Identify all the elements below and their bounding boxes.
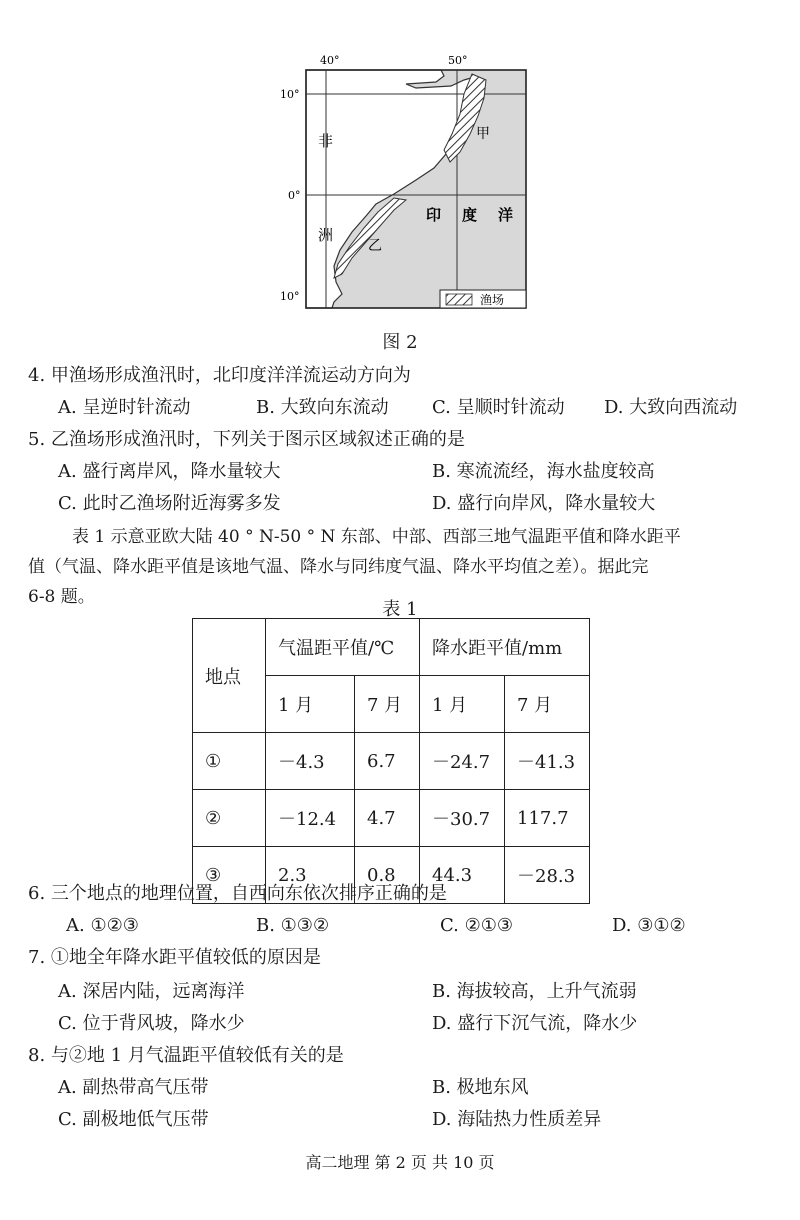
legend-label: 渔场: [480, 293, 505, 307]
q4-option-d: D. 大致向西流动: [604, 397, 738, 418]
q6-option-d: D. ③①②: [612, 915, 686, 936]
row-temp-jan: 2.3: [266, 847, 355, 904]
q8-option-b: B. 极地东风: [432, 1077, 529, 1098]
q5-option-a: A. 盛行离岸风，降水量较大: [58, 461, 281, 482]
row-prec-jan: 44.3: [420, 847, 505, 904]
header-prec-jan: 1 月: [420, 676, 505, 733]
row-temp-jul: 6.7: [355, 733, 420, 790]
q7-option-b: B. 海拔较高，上升气流弱: [432, 981, 637, 1002]
row-site: ①: [193, 733, 266, 790]
q8-option-d: D. 海陆热力性质差异: [432, 1109, 602, 1130]
header-temp-jan: 1 月: [266, 676, 355, 733]
row-temp-jan: －12.4: [266, 790, 355, 847]
q5-option-b: B. 寒流流经，海水盐度较高: [432, 461, 655, 482]
header-temp: 气温距平值/℃: [266, 619, 420, 676]
table-1: [192, 618, 590, 904]
row-temp-jul: 4.7: [355, 790, 420, 847]
q8-option-a: A. 副热带高气压带: [58, 1077, 209, 1098]
row-temp-jul: 0.8: [355, 847, 420, 904]
row-prec-jul: 117.7: [505, 790, 590, 847]
map-svg: [276, 50, 536, 320]
q7-option-d: D. 盛行下沉气流，降水少: [432, 1013, 638, 1034]
intro-line-3: 6-8 题。: [28, 587, 95, 607]
label-africa-1: 非: [318, 132, 334, 150]
question-8-stem: 8. 与②地 1 月气温距平值较低有关的是: [28, 1045, 344, 1066]
header-prec: 降水距平值/mm: [420, 619, 590, 676]
q5-option-d: D. 盛行向岸风，降水量较大: [432, 493, 656, 514]
label-10n: 10°: [280, 88, 300, 101]
intro-line-2: 值（气温、降水距平值是该地气温、降水与同纬度气温、降水平均值之差）。据此完: [28, 557, 649, 577]
header-temp-jul: 7 月: [355, 676, 420, 733]
q6-option-a: A. ①②③: [66, 915, 139, 936]
q5-option-c: C. 此时乙渔场附近海雾多发: [58, 493, 281, 514]
question-6-stem: 6. 三个地点的地理位置，自西向东依次排序正确的是: [28, 883, 447, 904]
q4-option-c: C. 呈顺时针流动: [432, 397, 565, 418]
label-10s: 10°: [280, 290, 300, 303]
table-header-row: [193, 619, 590, 676]
header-site: 地点: [193, 619, 266, 733]
label-yi: 乙: [368, 238, 382, 254]
label-50: 50°: [448, 54, 468, 67]
figure-2-map: [276, 50, 536, 320]
label-ocean-3: 洋: [498, 206, 514, 224]
row-prec-jan: －30.7: [420, 790, 505, 847]
label-jia: 甲: [476, 126, 490, 142]
question-7-stem: 7. ①地全年降水距平值较低的原因是: [28, 947, 321, 968]
table-title: 表 1: [382, 599, 418, 620]
table-row: [193, 790, 590, 847]
row-prec-jan: －24.7: [420, 733, 505, 790]
row-site: ③: [193, 847, 266, 904]
q4-option-b: B. 大致向东流动: [256, 397, 389, 418]
q8-option-c: C. 副极地低气压带: [58, 1109, 209, 1130]
label-40: 40°: [320, 54, 340, 67]
label-ocean-1: 印: [426, 206, 442, 224]
q6-option-b: B. ①③②: [256, 915, 330, 936]
label-ocean-2: 度: [462, 206, 478, 224]
row-prec-jul: －41.3: [505, 733, 590, 790]
label-0: 0°: [288, 189, 301, 202]
q7-option-a: A. 深居内陆，远离海洋: [58, 981, 245, 1002]
header-prec-jul: 7 月: [505, 676, 590, 733]
row-site: ②: [193, 790, 266, 847]
question-4-stem: 4. 甲渔场形成渔汛时，北印度洋洋流运动方向为: [28, 365, 411, 386]
intro-line-1: 表 1 示意亚欧大陆 40 ° N-50 ° N 东部、中部、西部三地气温距平值和降水距平: [72, 527, 681, 547]
row-temp-jan: －4.3: [266, 733, 355, 790]
page-footer: 高二地理 第 2 页 共 10 页: [305, 1153, 495, 1172]
q4-option-a: A. 呈逆时针流动: [58, 397, 191, 418]
table-row: [193, 733, 590, 790]
label-africa-2: 洲: [318, 226, 334, 244]
question-5-stem: 5. 乙渔场形成渔汛时，下列关于图示区域叙述正确的是: [28, 429, 465, 450]
row-prec-jul: －28.3: [505, 847, 590, 904]
q7-option-c: C. 位于背风坡，降水少: [58, 1013, 245, 1034]
legend-swatch: [446, 294, 472, 305]
q6-option-c: C. ②①③: [440, 915, 513, 936]
figure-caption: 图 2: [382, 332, 418, 353]
